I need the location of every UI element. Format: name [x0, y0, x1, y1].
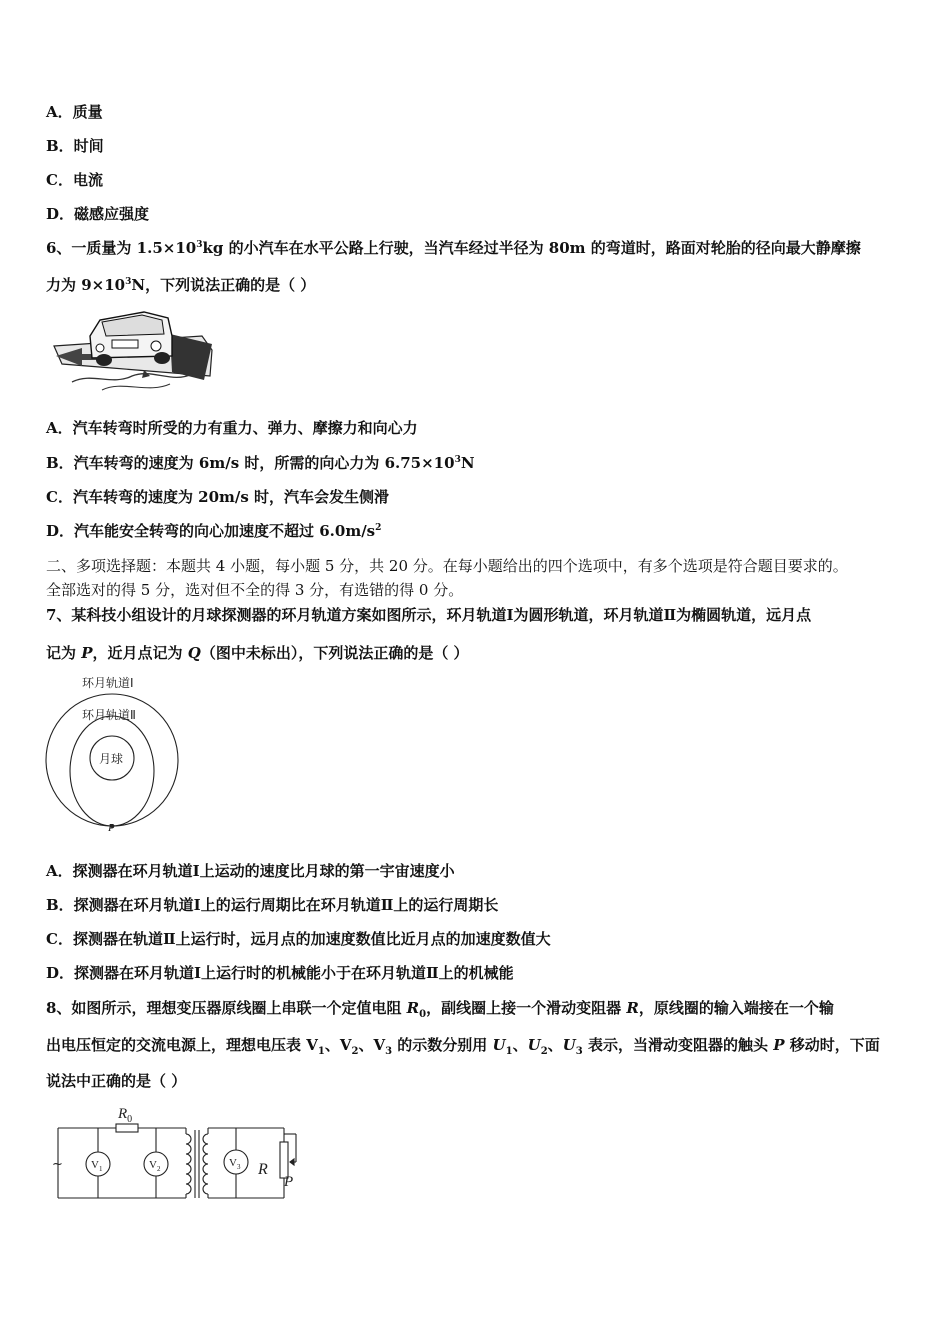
q7-option-b: B．探测器在环月轨道Ⅰ上的运行周期比在环月轨道Ⅱ上的运行周期长	[46, 896, 499, 914]
v3-label	[229, 1157, 241, 1171]
q6-stem-text2: 力为 9×10	[46, 276, 126, 294]
q5-option-d: D．磁感应强度	[46, 205, 150, 223]
q8-stem-text3: ，原线圈的输入端接在一个输	[638, 999, 834, 1017]
q6-stem-line2	[46, 275, 908, 295]
q7-stem-line2	[46, 643, 908, 663]
q8-stem-line1	[46, 998, 908, 1018]
q8-r0-symbol: R	[406, 999, 420, 1017]
q8-text-b: 、V	[324, 1036, 352, 1054]
v2-sub: 2	[156, 1165, 161, 1173]
q7-stem-text3: （图中未标出），下列说法正确的是（ ）	[200, 644, 469, 662]
q8-u2-sub: 2	[540, 1046, 548, 1057]
q8-text-e: 、	[512, 1036, 528, 1054]
ac-source-symbol: ~	[52, 1157, 63, 1172]
q7-option-d: D．探测器在环月轨道Ⅰ上运行时的机械能小于在环月轨道Ⅱ上的机械能	[46, 964, 514, 982]
orbit1-label: 环月轨道Ⅰ	[82, 676, 134, 690]
q8-text-f: 、	[547, 1036, 563, 1054]
q8-u1-sub: 1	[505, 1046, 513, 1057]
r0-label-letter: R	[118, 1106, 128, 1122]
point-p-label: P	[108, 822, 115, 834]
q5-option-c: C．电流	[46, 171, 103, 189]
q6-stem-text2-cont: N，下列说法正确的是（ ）	[131, 276, 316, 294]
v1-sub: 1	[98, 1165, 103, 1173]
r-label: R	[258, 1161, 268, 1178]
v2-letter: V	[149, 1159, 157, 1171]
car-turning-figure	[52, 306, 214, 396]
q8-u3: U	[562, 1036, 576, 1054]
q6-option-b-unit: N	[460, 454, 475, 472]
q8-stem-line3: 说法中正确的是（ ）	[46, 1072, 187, 1090]
q6-stem-text-cont: kg 的小汽车在水平公路上行驶，当汽车经过半径为 80m 的弯道时，路面对轮胎的径向最大静摩擦	[202, 239, 861, 257]
orbit2-label: 环月轨道Ⅱ	[82, 708, 136, 722]
q8-text-a: 出电压恒定的交流电源上，理想电压表 V	[46, 1036, 318, 1054]
q6-option-b-text: B．汽车转弯的速度为 6m/s 时，所需的向心力为 6.75×10	[46, 454, 455, 472]
v3-sub: 3	[236, 1163, 241, 1171]
section2-heading-line2: 全部选对的得 5 分，选对但不全的得 3 分，有选错的得 0 分。	[46, 581, 464, 599]
q8-u2: U	[527, 1036, 541, 1054]
q8-sub-1: 1	[317, 1046, 325, 1057]
section2-heading-line1: 二、多项选择题：本题共 4 小题，每小题 5 分，共 20 分。在每小题给出的四个选项中，有多个选项是符合题目要求的。	[46, 557, 848, 575]
q6-option-a: A．汽车转弯时所受的力有重力、弹力、摩擦力和向心力	[46, 419, 418, 437]
q8-r-symbol: R	[626, 999, 639, 1017]
q8-stem-line2	[46, 1035, 908, 1055]
q6-stem-line1	[46, 238, 908, 258]
q6-option-b	[46, 453, 908, 473]
q6-option-c: C．汽车转弯的速度为 20m/s 时，汽车会发生侧滑	[46, 488, 390, 506]
q7-point-p: P	[81, 644, 93, 662]
q8-text-d: 的示数分别用	[392, 1036, 493, 1054]
q6-option-d-exponent: 2	[375, 523, 382, 533]
q5-option-a: A．质量	[46, 103, 103, 121]
lunar-orbit-figure	[42, 672, 192, 834]
q6-option-d	[46, 521, 908, 541]
v2-label	[149, 1159, 161, 1173]
q6-option-b-exponent: 3	[454, 455, 461, 465]
q8-p: P	[773, 1036, 785, 1054]
slider-p-label: P	[284, 1174, 294, 1190]
q8-text-c: 、V	[358, 1036, 386, 1054]
q8-sub-3: 3	[385, 1046, 393, 1057]
v1-letter: V	[91, 1159, 99, 1171]
transformer-circuit-figure	[50, 1100, 310, 1208]
q7-stem-text2: ，近月点记为	[92, 644, 188, 662]
r0-label	[117, 1106, 132, 1125]
r0-label-sub: 0	[127, 1114, 133, 1125]
v3-letter: V	[229, 1157, 237, 1169]
q8-u1: U	[492, 1036, 506, 1054]
q5-option-b: B．时间	[46, 137, 104, 155]
q6-exponent: 3	[196, 240, 203, 250]
q7-stem-text: 记为	[46, 644, 82, 662]
q8-text-g: 表示，当滑动变阻器的触头	[582, 1036, 774, 1054]
q8-sub-2: 2	[351, 1046, 359, 1057]
q6-option-d-text: D．汽车能安全转弯的向心加速度不超过 6.0m/s	[46, 522, 376, 540]
q8-text-h: 移动时，下面	[784, 1036, 880, 1054]
v1-label	[91, 1159, 103, 1173]
q7-stem-line1: 7、某科技小组设计的月球探测器的环月轨道方案如图所示，环月轨道Ⅰ为圆形轨道，环月轨道Ⅱ为椭圆轨道，远月点	[46, 606, 812, 624]
q8-stem-text2: ，副线圈上接一个滑动变阻器	[426, 999, 627, 1017]
q7-point-q: Q	[187, 644, 201, 662]
q6-stem-text: 6、一质量为 1.5×10	[46, 239, 197, 257]
q8-r0-subscript: 0	[419, 1009, 427, 1020]
q8-u3-sub: 3	[575, 1046, 583, 1057]
q8-stem-text: 8、如图所示，理想变压器原线圈上串联一个定值电阻	[46, 999, 407, 1017]
moon-label: 月球	[99, 752, 124, 766]
q7-option-c: C．探测器在轨道Ⅱ上运行时，远月点的加速度数值比近月点的加速度数值大	[46, 930, 551, 948]
q7-option-a: A．探测器在环月轨道Ⅰ上运动的速度比月球的第一宇宙速度小	[46, 862, 455, 880]
q6-exponent2: 3	[125, 277, 132, 287]
